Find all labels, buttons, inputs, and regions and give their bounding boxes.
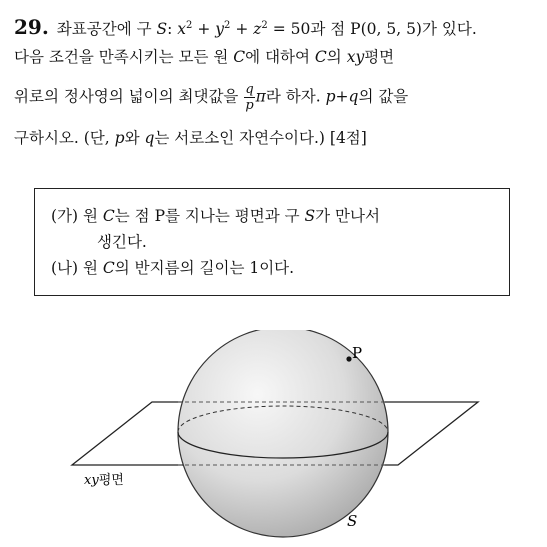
var-p: p [325, 87, 336, 106]
sphere-plane-figure [0, 330, 547, 547]
text: 가 만나서 [315, 207, 380, 225]
problem-number: 29. [14, 15, 49, 39]
text: (나) 원 [51, 259, 103, 277]
fraction-q-over-p [244, 82, 254, 113]
problem-line-1: 29. 좌표공간에 구 S: $x^2 + y^2 + z^2 = 50$과 점 P(0, 5, 5)가 있다. [14, 15, 477, 39]
circle-symbol: C [102, 207, 115, 225]
text: 좌표공간에 구 [56, 20, 157, 38]
text: 평면 [364, 48, 395, 66]
text: 라 하자. [265, 87, 326, 106]
text: + [192, 20, 216, 38]
text: + [230, 20, 254, 38]
text: 다음 조건을 만족시키는 모든 원 [14, 48, 234, 66]
condition-ga-continued [51, 229, 509, 255]
sphere-symbol: S [304, 207, 316, 225]
problem-statement [14, 16, 539, 149]
text: 는 서로소인 자연수이다.) [4점] [154, 129, 367, 147]
var-z: z [253, 20, 262, 38]
label-p: P [352, 344, 363, 362]
sphere-symbol: S [156, 20, 168, 38]
var-x: x [177, 20, 187, 38]
text: 는 점 P를 지나는 평면과 구 [114, 207, 305, 225]
problem-line-2 [14, 46, 539, 68]
circle-symbol: C [233, 48, 246, 66]
text: : [167, 20, 178, 38]
circle-symbol: C [314, 48, 327, 66]
text: 의 [326, 48, 347, 66]
text: 과 점 P(0, 5, 5)가 있다. [310, 20, 477, 38]
text: 구하시오. (단, [14, 129, 115, 147]
circle-symbol: C [102, 259, 115, 277]
label-plane [84, 472, 124, 488]
text: + [335, 87, 349, 106]
problem-line-3 [14, 82, 539, 113]
denominator: p [245, 98, 254, 113]
var-y: y [215, 20, 225, 38]
conditions-box [34, 188, 510, 296]
pi-symbol: π [255, 87, 266, 106]
text: 위로의 정사영의 넓이의 최댓값을 [14, 87, 244, 106]
var-q: q [348, 87, 359, 106]
text: (가) 원 [51, 207, 103, 225]
text: 와 [124, 129, 145, 147]
label-s: S [347, 512, 358, 530]
point-p [346, 356, 351, 361]
numerator: q [245, 82, 254, 97]
text: 에 대하여 [245, 48, 315, 66]
condition-ga [51, 203, 509, 229]
condition-na [51, 255, 509, 281]
problem-line-4 [14, 127, 539, 149]
var-p: p [114, 129, 125, 147]
text: 생긴다. [97, 233, 147, 251]
xy-symbol: xy [346, 48, 365, 66]
var-q: q [144, 129, 155, 147]
text: 의 반지름의 길이는 1이다. [114, 259, 295, 277]
label-plane-xy: xy [84, 473, 99, 488]
text: 의 값을 [358, 87, 409, 106]
label-plane-rest: 평면 [98, 473, 124, 488]
text: = 50 [267, 20, 311, 38]
